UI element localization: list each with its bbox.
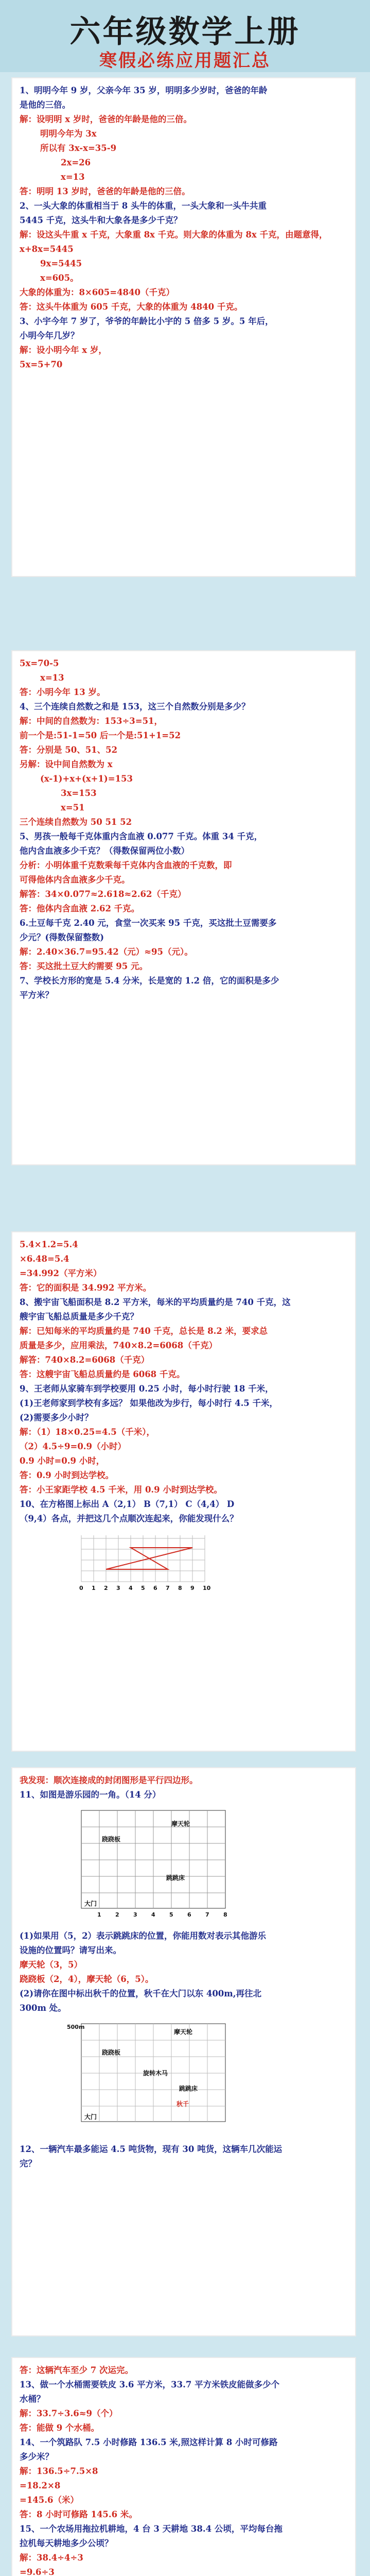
answer-line: 明明今年为 3x (40, 129, 97, 139)
grid-tick-label: 4 (129, 1585, 133, 1591)
card-questions-7-10 (11, 1231, 356, 1752)
answer-line: 跷跷板（2，4），摩天轮（6，5）。 (20, 1974, 154, 1984)
answer-line: 答：分别是 50、51、52 (20, 745, 118, 755)
answer-line: 答：小王家距学校 4.5 千米，用 0.9 小时到达学校。 (20, 1485, 222, 1495)
grid-tick-label: 8 (178, 1585, 182, 1591)
question-line: 2、一头大象的体重相当于 8 头牛的体重，一头大象和一头牛共重 (20, 201, 267, 211)
map-tick-label: 4 (151, 1911, 155, 1918)
answer-line: 答：能做 9 个水桶。 (20, 2423, 99, 2433)
answer-line: 解：设明明 x 岁时，爸爸的年龄是他的三倍。 (20, 114, 192, 124)
map-tick-label: 5 (169, 1911, 173, 1918)
answer-line: ×6.48=5.4 (20, 1254, 69, 1264)
answer-line: 5.4×1.2=5.4 (20, 1240, 78, 1249)
grid-tick-label: 6 (153, 1585, 157, 1591)
answer-line: x=13 (40, 673, 64, 683)
card-questions-13-16 (11, 2357, 356, 2576)
question-line: (2)需要多少小时？ (20, 1413, 93, 1422)
question-line: (2)请你在图中标出秋千的位置，秋千在大门以东 400m,再往北 (20, 1989, 261, 1998)
answer-line: x+8x=5445 (20, 244, 74, 254)
card-questions-3-7 (11, 650, 356, 1165)
grid-tick-label: 0 (79, 1585, 83, 1591)
answer-line: 解：设这头牛重 x 千克，大象重 8x 千克。则大象的体重为 8x 千克，由题意得， (20, 230, 328, 240)
question-line: 完？ (20, 2159, 37, 2168)
answer-line: =145.6（米） (20, 2495, 79, 2505)
answer-line: 解答：34×0.077≈2.618≈2.62（千克） (20, 889, 186, 899)
map2-label-seesaw: 跷跷板 (102, 2049, 121, 2056)
question-line: 是他的三倍。 (20, 100, 71, 110)
page-title: 六年级数学上册 (69, 14, 301, 50)
question-line: 艘宇宙飞船总质量是多少千克？ (20, 1312, 138, 1321)
answer-line: 0.9 小时=0.9 小时， (20, 1456, 105, 1466)
grid-tick-label: 2 (104, 1585, 108, 1591)
answer-line: 2x=26 (61, 158, 91, 167)
question-line: 他内含血液多少千克？（得数保留两位小数） (20, 846, 189, 856)
map2-label-trampoline: 跳跳床 (179, 2085, 198, 2092)
question-line: 300m 处。 (20, 2003, 66, 2013)
answer-line: 答：他体内含血液 2.62 千克。 (20, 904, 140, 913)
answer-line: (x-1)+x+(x+1)=153 (40, 774, 133, 784)
grid-tick-label: 1 (92, 1585, 96, 1591)
answer-line: 答：这艘宇宙飞船总质量约是 6068 千克。 (20, 1369, 185, 1379)
map2-axis-label: 500m (67, 2024, 85, 2030)
map-tick-label: 8 (223, 1911, 227, 1918)
answer-line: 解：中间的自然数为：153÷3=51， (20, 716, 163, 726)
map-tick-label: 3 (133, 1911, 137, 1918)
question-line: 10、在方格图上标出 A（2,1） B（7,1） C（4,4） D (20, 1499, 235, 1509)
answer-line: 解：136.5÷7.5×8 (20, 2466, 98, 2476)
grid-tick-label: 9 (190, 1585, 195, 1591)
amusement-park-map (66, 1805, 251, 1924)
question-line: 多少米？ (20, 2452, 54, 2462)
question-line: 11、如图是游乐园的一角。（14 分） (20, 1790, 161, 1800)
card-questions-10-12 (11, 1767, 356, 2336)
question-line: 6.土豆每千克 2.40 元，食堂一次买来 95 千克，买这批土豆需要多 (20, 918, 277, 928)
question-line: (1)王老师家到学校有多远？ 如果他改为步行，每小时行 4.5 千米， (20, 1398, 278, 1408)
title-band (0, 0, 370, 72)
grid-tick-label: 5 (141, 1585, 145, 1591)
answer-line: 5x=70-5 (20, 658, 59, 668)
answer-line: 分析：小明体重千克数乘每千克体内含血液的千克数，即 (20, 860, 232, 870)
question-line: 12、一辆汽车最多能运 4.5 吨货物，现有 30 吨货，这辆车几次能运 (20, 2144, 283, 2154)
answer-line: x=13 (61, 172, 85, 182)
map2-label-ferris-wheel: 摩天轮 (174, 2028, 193, 2036)
map-label-seesaw: 跷跷板 (102, 1836, 121, 1843)
map-label-gate: 大门 (84, 1900, 97, 1907)
map2-label-gate: 大门 (84, 2113, 97, 2121)
question-line: 设施的位置吗？请写出来。 (20, 1945, 121, 1955)
answer-line: 答：小明今年 13 岁。 (20, 687, 105, 697)
question-line: 1、明明今年 9 岁，父亲今年 35 岁，明明多少岁时，爸爸的年龄 (20, 86, 268, 95)
answer-line: 解答：740×8.2=6068（千克） (20, 1355, 150, 1365)
park-map-with-swing (66, 2019, 251, 2137)
question-line: 拉机每天耕地多少公顷？ (20, 2538, 113, 2548)
answer-line: 3x=153 (61, 788, 97, 798)
grid-tick-label: 10 (203, 1585, 211, 1591)
answer-line: x=605。 (40, 273, 79, 283)
answer-line: 答：0.9 小时到达学校。 (20, 1470, 114, 1480)
answer-line: 答：这辆汽车至少 7 次运完。 (20, 2365, 133, 2375)
answer-line: 答：买这批土豆大约需要 95 元。 (20, 961, 148, 971)
question-line: （9,4）各点，并把这几个点顺次连起来，你能发现什么？ (20, 1514, 238, 1523)
answer-line: 另解：设中间自然数为 x (20, 759, 113, 769)
answer-line: 答：它的面积是 34.992 平方米。 (20, 1283, 152, 1293)
map-tick-label: 6 (187, 1911, 191, 1918)
coordinate-grid (20, 1530, 349, 1597)
answer-line: =34.992（平方米） (20, 1268, 102, 1278)
question-line: 4、三个连续自然数之和是 153，这三个自然数分别是多少？ (20, 702, 250, 711)
map-tick-label: 1 (97, 1911, 101, 1918)
answer-line: 解：33.7÷3.6≈9（个） (20, 2409, 118, 2418)
map-label-ferris-wheel: 摩天轮 (171, 1820, 190, 1827)
answer-line: 答：这头牛体重为 605 千克，大象的体重为 4840 千克。 (20, 302, 243, 312)
answer-line: 答：明明 13 岁时，爸爸的年龄是他的三倍。 (20, 187, 190, 196)
answer-line: 9x=5445 (40, 259, 82, 268)
answer-line: 解：2.40×36.7=95.42（元）≈95（元）。 (20, 947, 193, 957)
answer-line: 解：38.4÷4÷3 (20, 2553, 83, 2563)
answer-line: 大象的体重为：8×605=4840（千克） (20, 287, 174, 297)
question-line: 水桶？ (20, 2394, 45, 2404)
page-subtitle: 寒假必练应用题汇总 (99, 50, 271, 71)
question-line: 5、男孩一般每千克体重内含血液 0.077 千克。体重 34 千克， (20, 832, 263, 841)
map2-label-carousel: 旋转木马 (143, 2070, 168, 2077)
answer-line: 解：已知每米的平均质量约是 740 千克，总长是 8.2 米，要求总 (20, 1326, 268, 1336)
answer-line: 前一个是:51-1=50 后一个是:51+1=52 (20, 731, 181, 740)
answer-line: 三个连续自然数为 50 51 52 (20, 817, 132, 827)
grid-tick-label: 7 (166, 1585, 170, 1591)
grid-tick-label: 3 (116, 1585, 120, 1591)
question-line: 3、小宇今年 7 岁了，爷爷的年龄比小宇的 5 倍多 5 岁。5 年后， (20, 316, 274, 326)
question-line: 平方米？ (20, 990, 54, 1000)
question-line: 7、学校长方形的宽是 5.4 分米，长是宽的 1.2 倍，它的面积是多少 (20, 976, 279, 986)
parallelogram-shape (106, 1548, 192, 1569)
card-questions-1-3 (11, 77, 356, 577)
question-line: 14、一个筑路队 7.5 小时修路 136.5 米,照这样计算 8 小时可修路 (20, 2437, 278, 2447)
question-line: 小明今年几岁？ (20, 331, 79, 341)
answer-line: 摩天轮（3，5） (20, 1960, 82, 1970)
question-line: 9、王老师从家骑车到学校要用 0.25 小时，每小时行驶 18 千米， (20, 1384, 274, 1394)
question-line: (1)如果用（5，2）表示跳跳床的位置，你能用数对表示其他游乐 (20, 1931, 267, 1941)
answer-line: x=51 (61, 803, 85, 812)
question-line: 少元？(得数保留整数) (20, 933, 104, 942)
answer-line: 答：8 小时可修路 145.6 米。 (20, 2510, 137, 2519)
answer-line: （2）4.5÷9=0.9（小时） (20, 1442, 127, 1451)
answer-line: 质量是多少，应用乘法，740×8.2=6068（千克） (20, 1341, 218, 1350)
map2-label-swing: 秋千 (177, 2100, 189, 2108)
answer-line: 所以有 3x-x=35-9 (40, 143, 117, 153)
answer-line: 我发现：顺次连接成的封闭图形是平行四边形。 (20, 1775, 198, 1785)
answer-line: =18.2×8 (20, 2481, 61, 2490)
map-tick-label: 7 (205, 1911, 209, 1918)
question-line: 13、做一个水桶需要铁皮 3.6 平方米，33.7 平方米铁皮能做多少个 (20, 2380, 280, 2389)
answer-line: 可得他体内含血液多少千克。 (20, 875, 130, 885)
answer-line: 解：设小明今年 x 岁， (20, 345, 107, 355)
answer-line: =9.6÷3 (20, 2567, 55, 2576)
question-line: 15、一个农场用拖拉机耕地，4 台 3 天耕地 38.4 公顷，平均每台拖 (20, 2524, 283, 2534)
answer-line: 解：（1）18×0.25=4.5（千米）， (20, 1427, 155, 1437)
map-label-trampoline: 跳跳床 (166, 1874, 185, 1882)
question-line: 5445 千克，这头牛和大象各是多少千克？ (20, 215, 182, 225)
map-tick-label: 2 (115, 1911, 119, 1918)
answer-line: 5x=5+70 (20, 360, 63, 369)
question-line: 8、搬宇宙飞船面积是 8.2 平方米，每米的平均质量约是 740 千克，这 (20, 1297, 291, 1307)
